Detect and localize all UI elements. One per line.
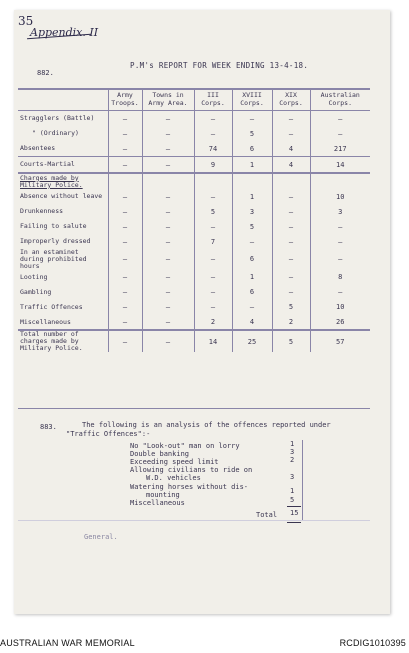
cell: 1 <box>232 189 272 204</box>
cell: – <box>194 219 232 234</box>
cell: – <box>272 189 310 204</box>
cell: 217 <box>310 141 370 157</box>
table-row <box>18 189 370 204</box>
footer-institution: AUSTRALIAN WAR MEMORIAL <box>0 638 135 648</box>
table-row <box>18 111 370 127</box>
cell: – <box>272 249 310 269</box>
table-row <box>18 219 370 234</box>
col-xviii-corps: XVIII Corps. <box>232 89 272 111</box>
cell: 6 <box>232 141 272 157</box>
cell: – <box>232 299 272 314</box>
cell: – <box>142 234 194 249</box>
report-table <box>18 88 370 352</box>
cell: – <box>310 234 370 249</box>
report-title: P.M's REPORT FOR WEEK ENDING 13-4-18. <box>130 61 309 70</box>
col-iii-corps: III Corps. <box>194 89 232 111</box>
analysis-total-label: Total <box>256 511 278 519</box>
cell: – <box>310 249 370 269</box>
cell: – <box>310 111 370 127</box>
analysis-item: Watering horses without dis- <box>130 483 249 491</box>
analysis-item: mounting <box>146 491 180 499</box>
cell: – <box>142 204 194 219</box>
analysis-intro-2: "Traffic Offences":- <box>66 430 151 438</box>
cell: – <box>194 126 232 141</box>
cell: – <box>108 299 142 314</box>
sum-column-rule <box>302 440 303 520</box>
cell: – <box>142 314 194 330</box>
cell: – <box>272 204 310 219</box>
cell: – <box>272 111 310 127</box>
total-label: Total number of charges made by Military Police. <box>18 330 108 351</box>
analysis-item: Double banking <box>130 450 190 458</box>
col-army-troops: Army Troops. <box>108 89 142 111</box>
cell: – <box>108 234 142 249</box>
cell: – <box>142 330 194 351</box>
cell: – <box>142 157 194 174</box>
cell: – <box>232 234 272 249</box>
col-towns: Towns in Army Area. <box>142 89 194 111</box>
faint-rule <box>18 520 370 521</box>
cell: – <box>142 126 194 141</box>
charges-heading: Charges made by Military Police. <box>18 173 108 189</box>
table-row <box>18 126 370 141</box>
cell: 4 <box>272 157 310 174</box>
table-row <box>18 204 370 219</box>
cell: – <box>142 219 194 234</box>
col-xix-corps: XIX Corps. <box>272 89 310 111</box>
analysis-item: W.D. vehicles <box>146 474 201 482</box>
row-label: Absence without leave <box>20 192 103 201</box>
row-label: Looting <box>20 272 48 281</box>
analysis-item: No "Look-out" man on lorry <box>130 442 240 450</box>
cell: 3 <box>232 204 272 219</box>
cell: – <box>142 111 194 127</box>
sum-rule <box>287 506 301 507</box>
table-row <box>18 284 370 299</box>
analysis-value: 3 <box>290 473 295 481</box>
row-label: Improperly dressed <box>20 237 91 246</box>
general-stub: General. <box>84 533 118 541</box>
table-row <box>18 234 370 249</box>
cell: – <box>142 284 194 299</box>
cell: – <box>108 141 142 157</box>
cell: – <box>194 284 232 299</box>
cell: 3 <box>310 204 370 219</box>
analysis-value: 2 <box>290 456 295 464</box>
cell: – <box>108 219 142 234</box>
cell: 14 <box>194 330 232 351</box>
analysis-item: Allowing civilians to ride on <box>130 466 253 474</box>
cell: – <box>108 126 142 141</box>
row-label: Gambling <box>20 287 52 296</box>
cell: 6 <box>232 249 272 269</box>
cell: – <box>194 249 232 269</box>
footer-id: RCDIG1010395 <box>339 638 406 648</box>
cell: – <box>272 219 310 234</box>
table-row <box>18 299 370 314</box>
cell: – <box>310 284 370 299</box>
analysis-value: 3 <box>290 448 295 456</box>
cell: – <box>108 204 142 219</box>
cell: 57 <box>310 330 370 351</box>
cell: – <box>310 219 370 234</box>
cell: 7 <box>194 234 232 249</box>
analysis-intro-1: The following is an analysis of the offences reported under <box>82 421 331 429</box>
cell: – <box>108 330 142 351</box>
cell: – <box>142 249 194 269</box>
cell: 26 <box>310 314 370 330</box>
cell: 5 <box>232 126 272 141</box>
row-label: Miscellaneous <box>20 317 71 326</box>
cell: – <box>108 249 142 269</box>
col-australian-corps: Australian Corps. <box>310 89 370 111</box>
cell: 5 <box>194 204 232 219</box>
table-row <box>18 157 370 174</box>
cell: 10 <box>310 189 370 204</box>
cell: 1 <box>232 269 272 284</box>
cell: – <box>272 269 310 284</box>
row-label: Failing to salute <box>20 222 87 231</box>
analysis-value: 1 <box>290 487 295 495</box>
analysis-value: 1 <box>290 440 295 448</box>
cell: – <box>142 269 194 284</box>
cell: – <box>142 189 194 204</box>
table-row <box>18 269 370 284</box>
row-label: Traffic Offences <box>20 302 83 311</box>
cell: – <box>194 111 232 127</box>
table-row <box>18 173 370 189</box>
cell: 9 <box>194 157 232 174</box>
appendix-label: Appendix. II <box>30 26 99 39</box>
cell: – <box>142 299 194 314</box>
cell: 4 <box>232 314 272 330</box>
cell: – <box>272 126 310 141</box>
row-label: Absentees <box>20 144 56 153</box>
cell: 2 <box>194 314 232 330</box>
cell: – <box>108 189 142 204</box>
table-row <box>18 249 370 269</box>
cell: – <box>272 284 310 299</box>
cell: – <box>310 126 370 141</box>
cell: – <box>194 189 232 204</box>
cell: 4 <box>272 141 310 157</box>
cell: 5 <box>232 219 272 234</box>
cell: – <box>108 314 142 330</box>
row-label: Courts-Martial <box>18 157 108 174</box>
cell: 5 <box>272 299 310 314</box>
cell: 74 <box>194 141 232 157</box>
cell: 1 <box>232 157 272 174</box>
cell: 5 <box>272 330 310 351</box>
row-label: Drunkenness <box>20 207 64 216</box>
row-label: Stragglers (Battle) <box>20 114 95 123</box>
cell: 14 <box>310 157 370 174</box>
cell: – <box>272 234 310 249</box>
cell: – <box>142 141 194 157</box>
row-label: In an estaminet during prohibited hours <box>20 248 87 270</box>
row-label: " (Ordinary) <box>32 129 79 138</box>
cell: – <box>108 111 142 127</box>
cell: – <box>108 269 142 284</box>
cell: – <box>108 284 142 299</box>
cell: 25 <box>232 330 272 351</box>
cell: 2 <box>272 314 310 330</box>
header-blank <box>18 89 108 111</box>
table-row <box>18 314 370 330</box>
analysis-number: 883. <box>40 423 57 431</box>
analysis-item: Exceeding speed limit <box>130 458 219 466</box>
total-row <box>18 330 370 351</box>
page-number: 35 <box>18 14 34 28</box>
analysis-item: Miscellaneous <box>130 499 185 507</box>
cell: – <box>232 111 272 127</box>
table-row <box>18 141 370 157</box>
cell: – <box>108 157 142 174</box>
cell: 10 <box>310 299 370 314</box>
cell: – <box>194 299 232 314</box>
analysis-value: 5 <box>290 496 295 504</box>
doc-number: 882. <box>37 69 54 77</box>
cell: – <box>194 269 232 284</box>
cell: 8 <box>310 269 370 284</box>
analysis-total-value: 15 <box>290 509 299 517</box>
cell: 6 <box>232 284 272 299</box>
table-bottom-rule <box>18 408 370 409</box>
